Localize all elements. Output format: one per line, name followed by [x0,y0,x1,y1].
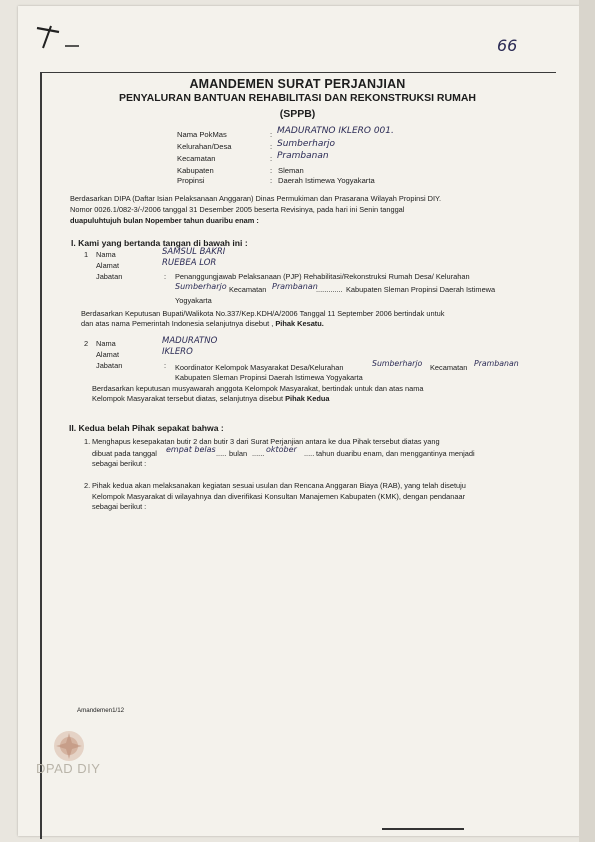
party2-jabatan-line1: Koordinator Kelompok Masyarakat Desa/Kelurahan [175,363,344,372]
item1-dots-1: ..... [216,449,227,458]
party2-jabatan-kecamatan-label: Kecamatan [430,363,468,372]
party2-nama-value: MADURATNO [162,336,218,346]
item2-line1: Pihak kedua akan melaksanakan kegiatan sesuai usulan dan Rencana Anggaran Biaya (RAB), yang telah disetuju [92,481,466,490]
party2-alamat-value: IKLERO [162,347,193,357]
page-footer: Amandemen1/12 [77,707,125,714]
party1-nama-value: SAMSUL BAKRI [162,247,226,257]
party2-jabatan-kecamatan: Prambanan [474,359,519,368]
document-title: AMANDEMEN SURAT PERJANJIAN [189,77,406,91]
info-value-pokmas: MADURATNO IKLERO 001. [277,126,394,136]
party1-jabatan-kecamatan-label: Kecamatan [229,285,267,294]
party2-designation: Pihak Kedua [285,394,330,403]
info-sep: : [270,166,273,175]
party2-alamat-label: Alamat [96,350,120,359]
party2-jabatan-label: Jabatan [96,361,123,370]
info-label-pokmas: Nama PokMas [177,130,227,139]
bottom-rule [382,828,464,830]
page-number-handwritten: 66 [497,36,518,55]
item1-dots-2: ...... [252,449,265,458]
item1-line1: Menghapus kesepakatan butir 2 dan butir 3 dari Surat Perjanjian antara ke dua Pihak tersebut diatas yang [92,437,440,446]
info-value-kabupaten: Sleman [278,166,304,175]
intro-line-2: Nomor 0026.1/082-3/-/2006 tanggal 31 Desember 2005 beserta Revisinya, pada hari ini Senin tanggal [70,205,405,214]
info-value-propinsi: Daerah Istimewa Yogyakarta [278,176,375,185]
party2-jabatan-line2: Kabupaten Sleman Propinsi Daerah Istimewa Yogyakarta [175,373,363,382]
watermark-text: DPAD DIY [36,761,101,776]
info-label-propinsi: Propinsi [177,176,205,185]
intro-line-1: Berdasarkan DIPA (Daftar Isian Pelaksanaan Anggaran) Dinas Permukiman dan Prasarana Wilayah Propinsi DIY. [70,194,442,203]
item1-dots-3: ..... [304,449,315,458]
corner-pen-mark [35,22,81,52]
item2-number: 2. [84,481,91,490]
party1-dots: ............. [316,285,343,294]
party2-basis-line2: Kelompok Masyarakat tersebut diatas, selanjutnya disebut [92,394,284,403]
info-sep: : [270,176,273,185]
document-abbrev: (SPPB) [279,108,316,120]
info-label-kelurahan: Kelurahan/Desa [177,142,232,151]
party1-colon: : [164,272,167,281]
party1-alamat-value: RUEBEA LOR [162,258,217,268]
party1-designation: Pihak Kesatu. [275,319,324,328]
party1-basis-line2: dan atas nama Pemerintah Indonesia selanjutnya disebut , [81,319,274,328]
item1-month-handwritten: oktober [266,445,297,454]
item2-line3: sebagai berikut : [92,502,147,511]
party1-jabatan-line1: Penanggungjawab Pelaksanaan (PJP) Rehabilitasi/Rekonstruksi Rumah Desa/ Kelurahan [175,272,470,281]
party2-jabatan-kelurahan: Sumberharjo [372,359,423,368]
party1-basis-line1: Berdasarkan Keputusan Bupati/Walikota No.337/Kep.KDH/A/2006 Tanggal 11 September 2006 bertindak untuk [81,309,445,318]
info-value-kelurahan: Sumberharjo [277,139,336,149]
item1-line2c: tahun duaribu enam, dan menggantinya menjadi [316,449,475,458]
item1-number: 1. [84,437,91,446]
party2-colon: : [164,361,167,370]
party1-nama-label: Nama [96,250,116,259]
item2-line2: Kelompok Masyarakat di wilayahnya dan diverifikasi Konsultan Manajemen Kabupaten (KMK), dengan pendanaar [92,492,466,501]
item1-line2b: bulan [229,449,248,458]
section-1-heading: I. Kami yang bertanda tangan di bawah ini : [71,238,248,248]
party1-basis-line2-wrap [81,319,324,329]
intro-line-3: duapuluhtujuh bulan Nopember tahun duaribu enam : [70,216,259,225]
item1-line2a: dibuat pada tanggal [92,449,157,458]
info-label-kabupaten: Kabupaten [177,166,214,175]
item1-date-handwritten: empat belas [166,445,216,454]
document-subtitle: PENYALURAN BANTUAN REHABILITASI DAN REKONSTRUKSI RUMAH [118,92,476,104]
info-sep: : [270,130,273,139]
section-2-heading: II. Kedua belah Pihak sepakat bahwa : [69,423,224,433]
emblem-watermark [50,727,88,765]
info-sep: : [270,154,273,163]
party1-number: 1 [84,250,89,259]
info-value-kecamatan: Prambanan [277,151,329,161]
party1-alamat-label: Alamat [96,261,120,270]
scan-edge [579,0,595,842]
party2-basis-line2-wrap [92,394,329,404]
party2-basis-line1: Berdasarkan keputusan musyawarah anggota Kelompok Masyarakat, bertindak untuk dan atas nama [92,384,424,393]
party1-jabatan-kelurahan: Sumberharjo [175,282,227,291]
party2-nama-label: Nama [96,339,116,348]
party1-jabatan-line3: Yogyakarta [175,296,212,305]
item1-line3: sebagai berikut : [92,459,147,468]
party1-jabatan-kecamatan: Prambanan [272,282,318,291]
party1-jabatan-line2: Kabupaten Sleman Propinsi Daerah Istimewa [346,285,496,294]
info-label-kecamatan: Kecamatan [177,154,216,163]
party1-jabatan-label: Jabatan [96,272,123,281]
party2-number: 2 [84,339,89,348]
info-sep: : [270,142,273,151]
